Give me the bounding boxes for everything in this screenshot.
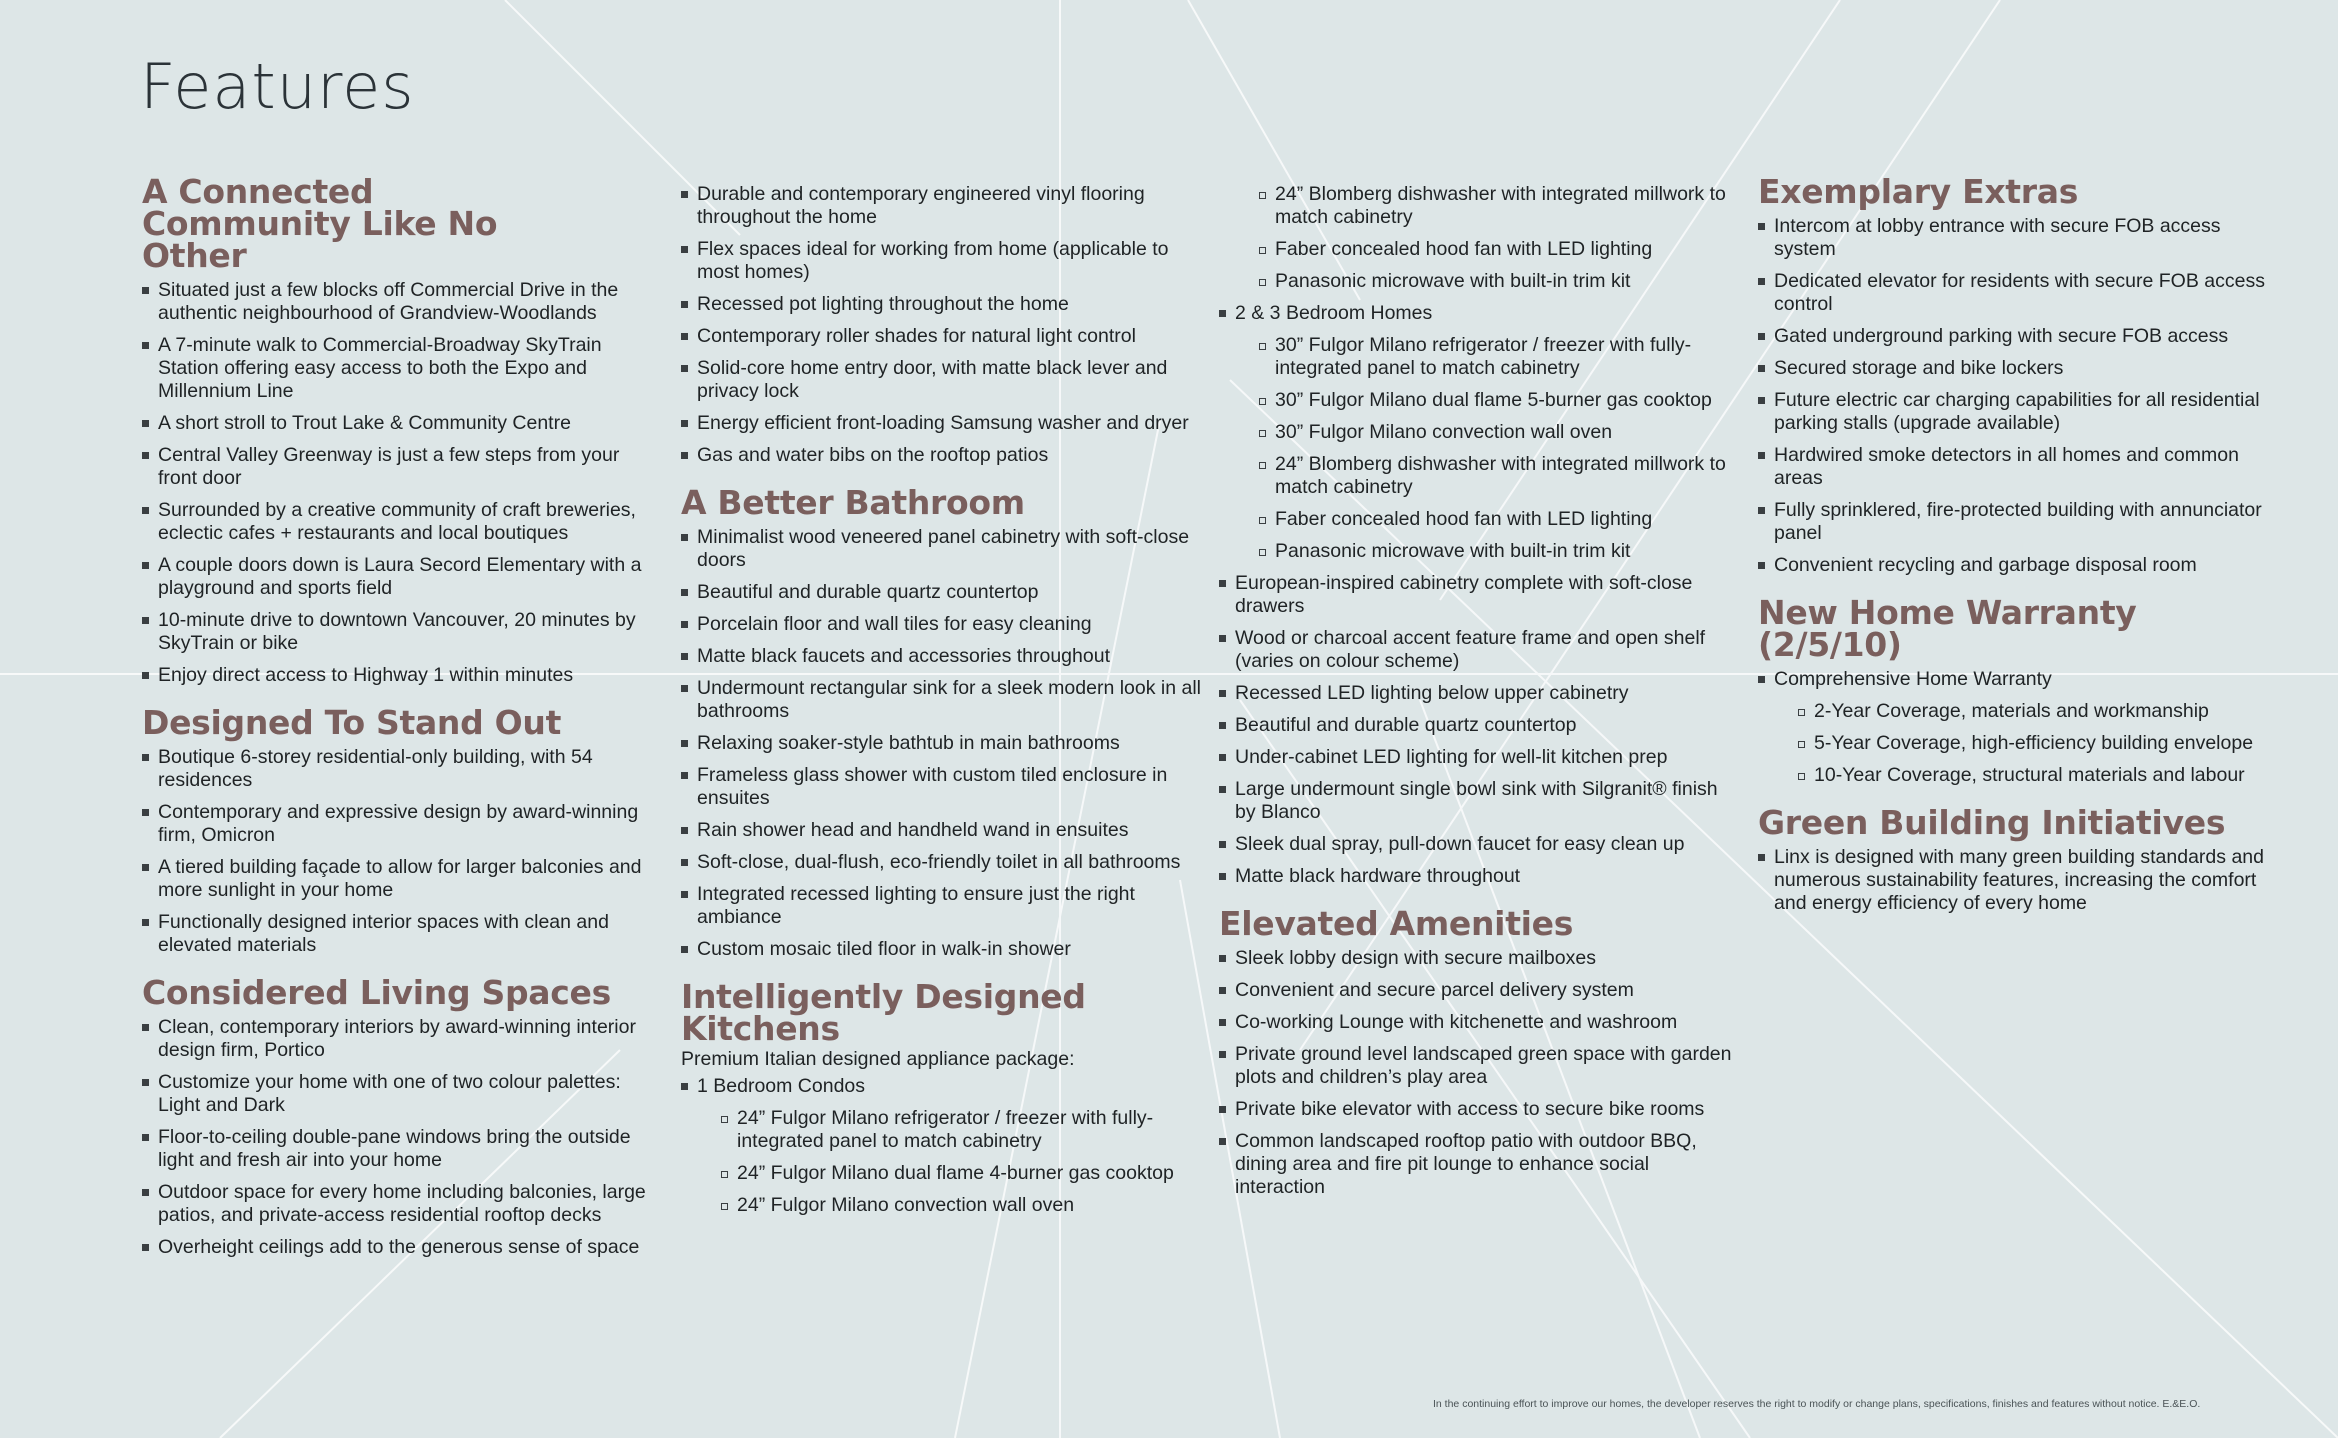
feature-list	[142, 746, 662, 957]
sub-list-item: 5-Year Coverage, high-efficiency building envelope	[1758, 732, 2278, 755]
features-column-1	[142, 172, 662, 1268]
feature-list	[681, 526, 1201, 961]
list-item: Central Valley Greenway is just a few steps from your front door	[142, 444, 662, 490]
section-kitchens-continued	[1219, 183, 1739, 888]
section-interiors-continued	[681, 183, 1201, 467]
list-item: Linx is designed with many green building standards and numerous sustainability features, increasing the comfort and energy efficiency of every home	[1758, 846, 2278, 915]
feature-list	[681, 183, 1201, 467]
sub-list-item: 24” Fulgor Milano refrigerator / freezer with fully-integrated panel to match cabinetry	[681, 1107, 1201, 1153]
feature-list	[1758, 668, 2278, 787]
list-item: Matte black faucets and accessories throughout	[681, 645, 1201, 668]
section-heading: New Home Warranty (2/5/10)	[1758, 593, 2137, 664]
section-heading: Considered Living Spaces	[142, 973, 611, 1012]
list-item: Comprehensive Home Warranty	[1758, 668, 2278, 691]
list-item: Matte black hardware throughout	[1219, 865, 1739, 888]
list-item: Custom mosaic tiled floor in walk-in shower	[681, 938, 1201, 961]
sub-list-item: 10-Year Coverage, structural materials and labour	[1758, 764, 2278, 787]
list-item: Convenient and secure parcel delivery system	[1219, 979, 1739, 1002]
section-heading: Designed To Stand Out	[142, 703, 562, 742]
list-item: Soft-close, dual-flush, eco-friendly toilet in all bathrooms	[681, 851, 1201, 874]
section-designed-to-stand-out	[142, 703, 662, 957]
feature-list	[142, 1016, 662, 1259]
list-item: Floor-to-ceiling double-pane windows bring the outside light and fresh air into your home	[142, 1126, 662, 1172]
list-item: European-inspired cabinetry complete with soft-close drawers	[1219, 572, 1739, 618]
feature-list	[1758, 846, 2278, 915]
section-heading: Green Building Initiatives	[1758, 803, 2226, 842]
list-item: Outdoor space for every home including balconies, large patios, and private-access residential rooftop decks	[142, 1181, 662, 1227]
section-connected-community	[142, 172, 662, 687]
list-item: Undermount rectangular sink for a sleek modern look in all bathrooms	[681, 677, 1201, 723]
list-item: Intercom at lobby entrance with secure FOB access system	[1758, 215, 2278, 261]
feature-list	[1758, 215, 2278, 577]
list-item: Secured storage and bike lockers	[1758, 357, 2278, 380]
list-item: Gas and water bibs on the rooftop patios	[681, 444, 1201, 467]
features-column-2	[681, 176, 1201, 1226]
section-exemplary-extras	[1758, 172, 2278, 577]
feature-list	[681, 1075, 1201, 1217]
legal-disclaimer: In the continuing effort to improve our homes, the developer reserves the right to modify or change plans, specifications, finishes and features without notice. E.&E.O.	[1433, 1398, 2201, 1410]
list-item: Clean, contemporary interiors by award-winning interior design firm, Portico	[142, 1016, 662, 1062]
list-item: Contemporary and expressive design by award-winning firm, Omicron	[142, 801, 662, 847]
list-item: Large undermount single bowl sink with Silgranit® finish by Blanco	[1219, 778, 1739, 824]
section-new-home-warranty	[1758, 593, 2278, 787]
list-item: Sleek dual spray, pull-down faucet for easy clean up	[1219, 833, 1739, 856]
list-item: Private ground level landscaped green space with garden plots and children’s play area	[1219, 1043, 1739, 1089]
sub-list-item: 30” Fulgor Milano dual flame 5-burner gas cooktop	[1219, 389, 1739, 412]
features-column-4	[1758, 172, 2278, 924]
list-item: Hardwired smoke detectors in all homes and common areas	[1758, 444, 2278, 490]
list-item: Functionally designed interior spaces with clean and elevated materials	[142, 911, 662, 957]
list-item: Customize your home with one of two colour palettes: Light and Dark	[142, 1071, 662, 1117]
list-item: A 7-minute walk to Commercial-Broadway SkyTrain Station offering easy access to both the Expo and Millennium Line	[142, 334, 662, 403]
list-item: Boutique 6-storey residential-only building, with 54 residences	[142, 746, 662, 792]
list-item: Rain shower head and handheld wand in ensuites	[681, 819, 1201, 842]
section-elevated-amenities	[1219, 904, 1739, 1199]
list-item: Durable and contemporary engineered vinyl flooring throughout the home	[681, 183, 1201, 229]
section-heading: A Connected Community Like No Other	[142, 172, 498, 275]
list-item: Enjoy direct access to Highway 1 within minutes	[142, 664, 662, 687]
section-better-bathroom	[681, 483, 1202, 961]
section-intro: Premium Italian designed appliance package:	[681, 1048, 1075, 1070]
section-considered-living-spaces	[142, 973, 662, 1259]
list-item: Integrated recessed lighting to ensure just the right ambiance	[681, 883, 1201, 929]
section-heading: A Better Bathroom	[681, 483, 1025, 522]
list-item: Overheight ceilings add to the generous sense of space	[142, 1236, 662, 1259]
list-item: Future electric car charging capabilities for all residential parking stalls (upgrade available)	[1758, 389, 2278, 435]
list-item: A tiered building façade to allow for larger balconies and more sunlight in your home	[142, 856, 662, 902]
section-heading: Exemplary Extras	[1758, 172, 2079, 211]
list-item: 10-minute drive to downtown Vancouver, 20 minutes by SkyTrain or bike	[142, 609, 662, 655]
feature-list	[142, 279, 662, 687]
list-item: Common landscaped rooftop patio with outdoor BBQ, dining area and fire pit lounge to enhance social interaction	[1219, 1130, 1739, 1199]
sub-list-item: 24” Fulgor Milano dual flame 4-burner gas cooktop	[681, 1162, 1201, 1185]
list-item: Under-cabinet LED lighting for well-lit kitchen prep	[1219, 746, 1739, 769]
sub-list-item: 24” Blomberg dishwasher with integrated millwork to match cabinetry	[1219, 453, 1739, 499]
list-item: Surrounded by a creative community of craft breweries, eclectic cafes + restaurants and local boutiques	[142, 499, 662, 545]
list-item: Solid-core home entry door, with matte black lever and privacy lock	[681, 357, 1201, 403]
list-item: Flex spaces ideal for working from home (applicable to most homes)	[681, 238, 1201, 284]
list-item: Sleek lobby design with secure mailboxes	[1219, 947, 1739, 970]
list-item: 1 Bedroom Condos	[681, 1075, 1201, 1098]
list-item: Co-working Lounge with kitchenette and washroom	[1219, 1011, 1739, 1034]
list-item: Minimalist wood veneered panel cabinetry with soft-close doors	[681, 526, 1201, 572]
list-item: Recessed LED lighting below upper cabinetry	[1219, 682, 1739, 705]
sub-list-item: Panasonic microwave with built-in trim kit	[1219, 270, 1739, 293]
list-item: Recessed pot lighting throughout the home	[681, 293, 1201, 316]
section-green-building	[1758, 803, 2278, 915]
list-item: A couple doors down is Laura Secord Elementary with a playground and sports field	[142, 554, 662, 600]
sub-list-item: 2-Year Coverage, materials and workmanship	[1758, 700, 2278, 723]
section-kitchens	[681, 977, 1201, 1217]
sub-list-item: Panasonic microwave with built-in trim kit	[1219, 540, 1739, 563]
list-item: 2 & 3 Bedroom Homes	[1219, 302, 1739, 325]
list-item: Beautiful and durable quartz countertop	[1219, 714, 1739, 737]
sub-list-item: 24” Blomberg dishwasher with integrated millwork to match cabinetry	[1219, 183, 1739, 229]
sub-list-item: 30” Fulgor Milano convection wall oven	[1219, 421, 1739, 444]
list-item: Private bike elevator with access to secure bike rooms	[1219, 1098, 1739, 1121]
section-heading: Elevated Amenities	[1219, 904, 1574, 943]
list-item: Beautiful and durable quartz countertop	[681, 581, 1201, 604]
sub-list-item: 24” Fulgor Milano convection wall oven	[681, 1194, 1201, 1217]
feature-list	[1219, 183, 1739, 888]
list-item: Contemporary roller shades for natural light control	[681, 325, 1201, 348]
list-item: Dedicated elevator for residents with secure FOB access control	[1758, 270, 2278, 316]
sub-list-item: 30” Fulgor Milano refrigerator / freezer with fully-integrated panel to match cabinetry	[1219, 334, 1739, 380]
sub-list-item: Faber concealed hood fan with LED lighting	[1219, 238, 1739, 261]
list-item: Frameless glass shower with custom tiled enclosure in ensuites	[681, 764, 1201, 810]
list-item: A short stroll to Trout Lake & Community Centre	[142, 412, 662, 435]
list-item: Wood or charcoal accent feature frame and open shelf (varies on colour scheme)	[1219, 627, 1739, 673]
section-heading: Intelligently Designed Kitchens	[681, 977, 1086, 1048]
feature-list	[1219, 947, 1739, 1199]
list-item: Fully sprinklered, fire-protected building with annunciator panel	[1758, 499, 2278, 545]
list-item: Relaxing soaker-style bathtub in main bathrooms	[681, 732, 1201, 755]
features-column-3	[1219, 176, 1739, 1208]
list-item: Energy efficient front-loading Samsung washer and dryer	[681, 412, 1201, 435]
list-item: Gated underground parking with secure FOB access	[1758, 325, 2278, 348]
sub-list-item: Faber concealed hood fan with LED lighting	[1219, 508, 1739, 531]
list-item: Porcelain floor and wall tiles for easy cleaning	[681, 613, 1201, 636]
list-item: Situated just a few blocks off Commercial Drive in the authentic neighbourhood of Grandview-Woodlands	[142, 279, 662, 325]
list-item: Convenient recycling and garbage disposal room	[1758, 554, 2278, 577]
page-title: Features	[140, 50, 415, 123]
